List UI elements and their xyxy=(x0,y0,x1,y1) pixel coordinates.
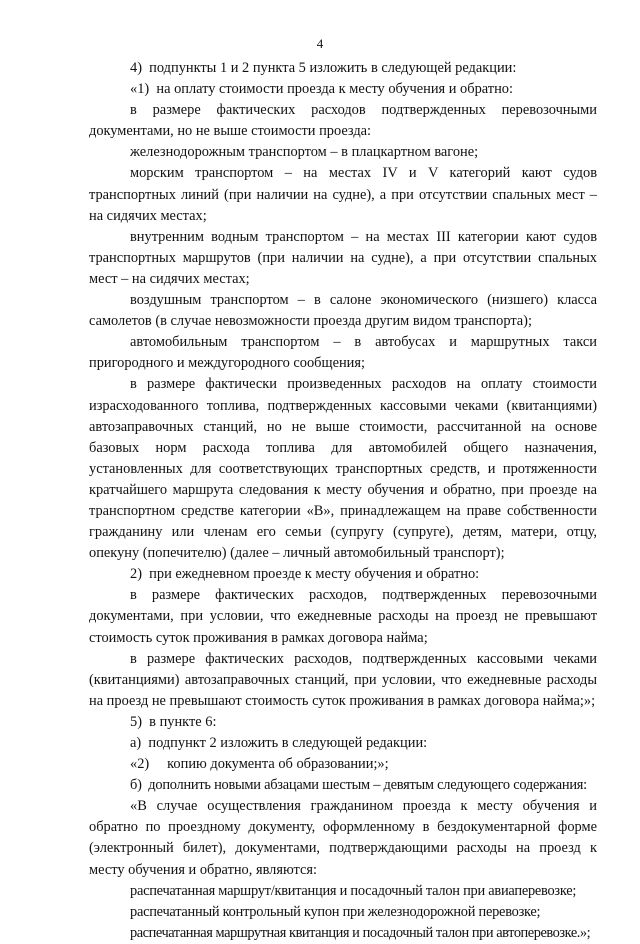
paragraph-item-5: 5) в пункте 6: xyxy=(130,713,217,730)
paragraph-sea: морским транспортом – на местах IV и V категорий кают судов транспортных линий (при наличии на судне), а при отсутствии спальных мест – на сидячих местах; xyxy=(89,165,597,224)
paragraph-bus-receipt: распечатанная маршрутная квитанция и посадочный талон при автоперевозке.»; xyxy=(130,924,591,941)
paragraph-daily-documents: в размере фактических расходов, подтвержденных перевозочными документами, при условии, что ежедневные расходы на проезд не превышают стоимость суток проживания в рамках договора найма; xyxy=(89,587,597,646)
paragraph-air-receipt: распечатанная маршрут/квитанция и посадочный талон при авиаперевозке; xyxy=(130,882,577,899)
paragraph-subitem-a: а) подпункт 2 изложить в следующей редакции: xyxy=(130,735,428,751)
paragraph-rail-coupon: распечатанный контрольный купон при железнодорожной перевозке; xyxy=(130,903,541,920)
paragraph-actual-expenses: в размере фактических расходов подтвержденных перевозочными документами, но не выше стоимости проезда: xyxy=(89,102,597,140)
paragraph-item-4: 4) подпункты 1 и 2 пункта 5 изложить в следующей редакции: xyxy=(130,60,517,76)
paragraph-education-document: «2) копию документа об образовании;»; xyxy=(130,756,389,773)
paragraph-inland-water: внутренним водным транспортом – на местах III категории кают судов транспортных маршрутов (при наличии на судне), а при отсутствии спальных мест – на сидячих местах; xyxy=(89,228,597,287)
paragraph-subitem-1: «1) на оплату стоимости проезда к месту обучения и обратно: xyxy=(130,81,513,98)
page-number: 4 xyxy=(316,36,324,51)
paragraph-road: автомобильным транспортом – в автобусах и маршрутных такси пригородного и междугородного сообщения; xyxy=(89,334,597,372)
paragraph-subitem-2: 2) при ежедневном проезде к месту обучения и обратно: xyxy=(130,566,480,583)
paragraph-daily-fuel: в размере фактических расходов, подтвержденных кассовыми чеками (квитанциями) автозаправочных станций, при условии, что ежедневные расходы на проезд не превышают стоимость суток проживания в рамках договора найма;»; xyxy=(89,650,597,709)
paragraph-air: воздушным транспортом – в салоне экономического (низшего) класса самолетов (в случае невозможности проезда другим видом транспорта); xyxy=(89,292,597,330)
paragraph-rail: железнодорожным транспортом – в плацкартном вагоне; xyxy=(130,144,479,161)
document-body xyxy=(89,58,597,944)
paragraph-fuel: в размере фактически произведенных расходов на оплату стоимости израсходованного топлива, подтвержденных кассовыми чеками (квитанциями) автозаправочных станций, но не выше стоимости, рассчитанной на основе базовых норм расхода топлива для автомобилей общего назначения, установленных для соответствующих транспортных средств, и протяженности кратчайшего маршрута следования к месту обучения и обратно, при проезде на транспортном средстве категории «B», принадлежащем на праве собственности гражданину или членам его семьи (супругу (супруге), детям, матери, отцу, опекуну (попечителю) (далее – личный автомобильный транспорт); xyxy=(89,376,597,562)
paragraph-subitem-b: б) дополнить новыми абзацами шестым – девятым следующего содержания: xyxy=(130,777,587,794)
paragraph-electronic-ticket: «В случае осуществления гражданином проезда к месту обучения и обратно по проездному документу, оформленному в бездокументарной форме (электронный билет), документами, подтверждающими расходы на проезд к месту обучения и обратно, являются: xyxy=(89,798,597,878)
